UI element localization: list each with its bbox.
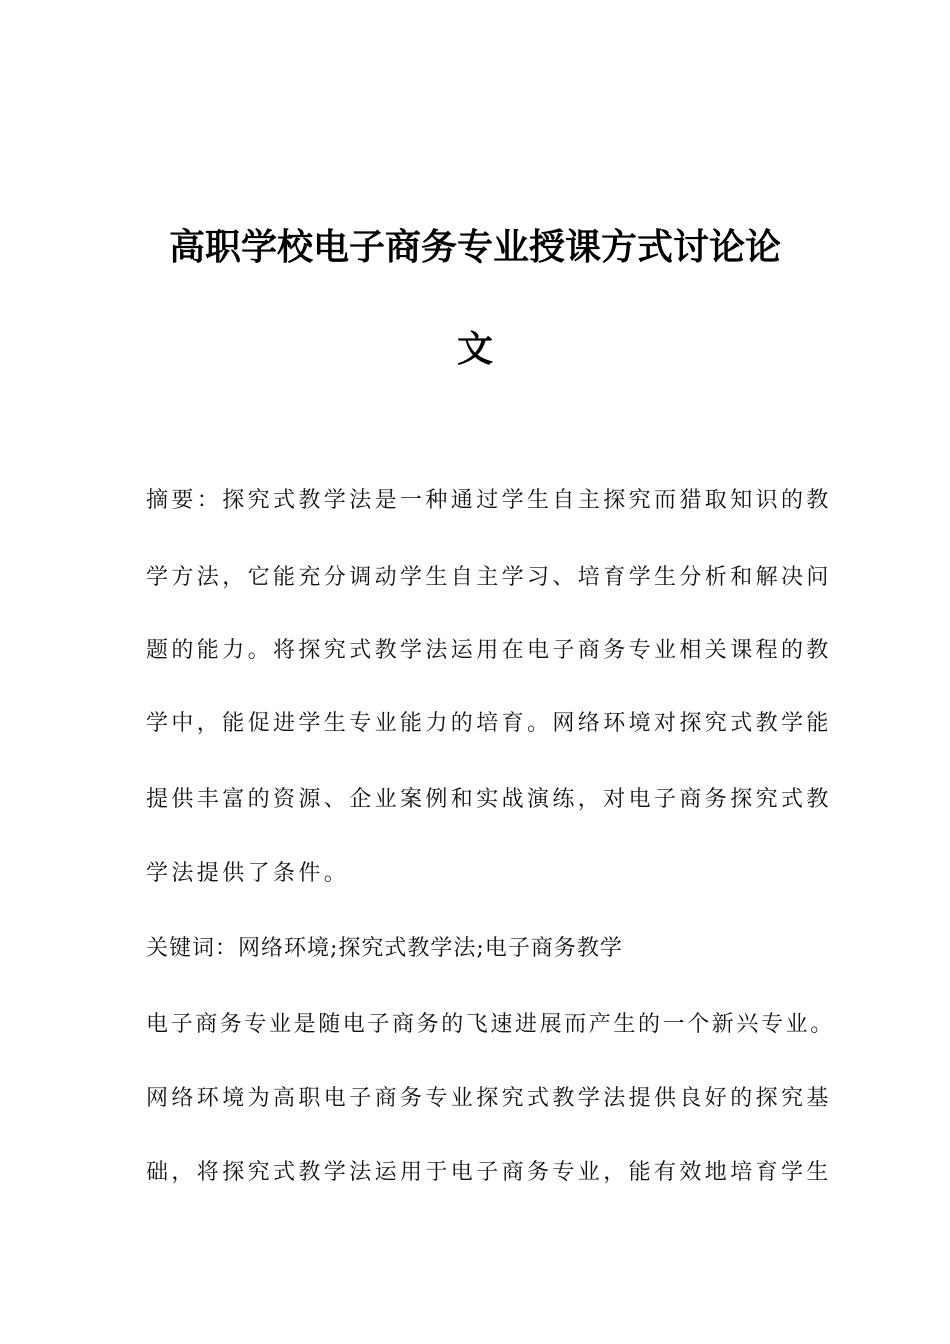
- body-line: 础，将探究式教学法运用于电子商务专业，能有效地培育学生: [146, 1160, 832, 1185]
- abstract-line: 学法提供了条件。: [146, 861, 350, 886]
- abstract-line: 学方法，它能充分调动学生自主学习、培育学生分析和解决问: [146, 565, 832, 590]
- document-title-line-1: 高职学校电子商务专业授课方式讨论论: [168, 227, 781, 268]
- body-line: 电子商务专业是随电子商务的飞速进展而产生的一个新兴专业。: [146, 1012, 835, 1037]
- abstract-line: 提供丰富的资源、企业案例和实战演练，对电子商务探究式教: [146, 787, 832, 812]
- abstract-line: 摘要：探究式教学法是一种通过学生自主探究而猎取知识的教: [146, 488, 832, 513]
- keywords-line: 关键词：网络环境;探究式教学法;电子商务教学: [146, 936, 623, 961]
- abstract-line: 题的能力。将探究式教学法运用在电子商务专业相关课程的教: [146, 638, 832, 663]
- document-title-line-2: 文: [456, 329, 493, 370]
- abstract-line: 学中，能促进学生专业能力的培育。网络环境对探究式教学能: [146, 711, 832, 736]
- body-line: 网络环境为高职电子商务专业探究式教学法提供良好的探究基: [146, 1086, 832, 1111]
